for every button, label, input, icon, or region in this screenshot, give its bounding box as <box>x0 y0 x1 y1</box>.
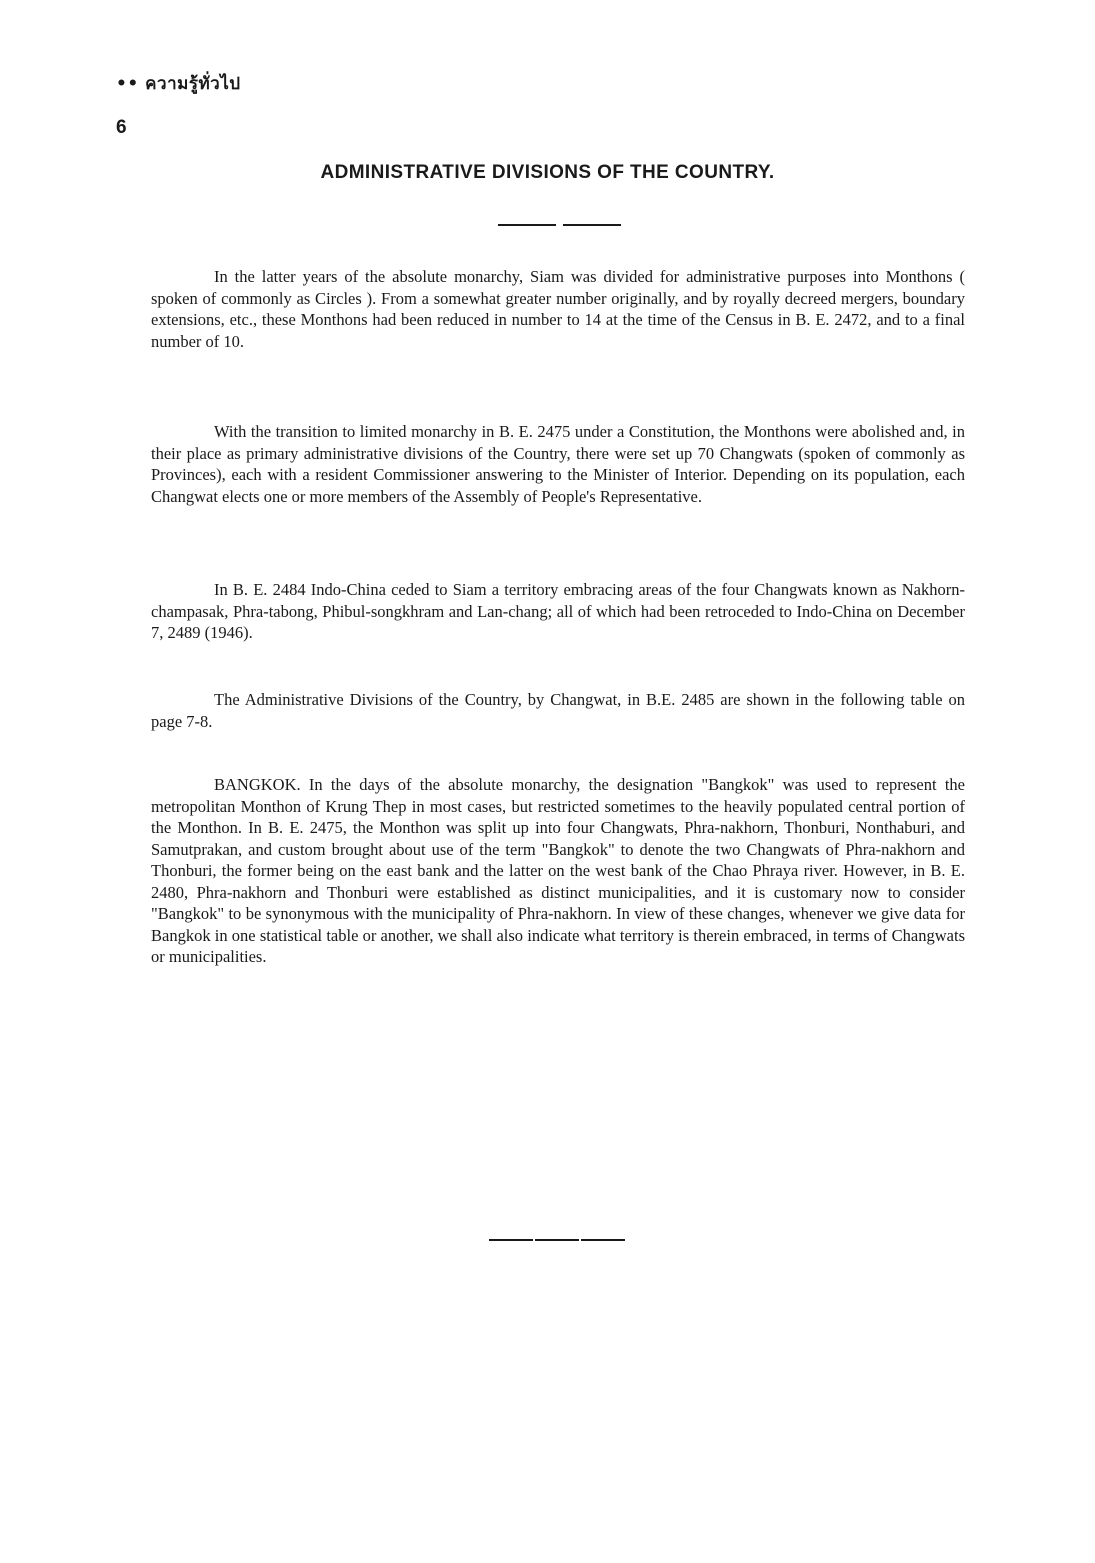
paragraph-bangkok: BANGKOK. In the days of the absolute monarchy, the designation "Bangkok" was used to represent the metropolitan Monthon of Krung Thep in most cases, but restricted sometimes to the heavily populated central portion of the Monthon. In B. E. 2475, the Monthon was split up into four Changwats, Phra-nakhorn, Thonburi, Nonthaburi, and Samutprakan, and custom brought about use of the term "Bangkok" to denote the two Changwats of Phra-nakhorn and Thonburi, the former being on the east bank and the latter on the west bank of the Chao Phraya river. However, in B. E. 2480, Phra-nakhorn and Thonburi were established as distinct municipalities, and it is customary now to consider "Bangkok" to be synonymous with the municipality of Phra-nakhorn. In view of these changes, whenever we give data for Bangkok in one statistical table or another, we shall also indicate what territory is therein embraced, in terms of Changwats or municipalities. <box>151 775 965 966</box>
paragraph-indochina: In B. E. 2484 Indo-China ceded to Siam a territory embracing areas of the four Changwats known as Nakhorn-champasak, Phra-tabong, Phibul-songkhram and Lan-chang; all of which had been retroceded to Indo-China on December 7, 2489 (1946). <box>151 580 965 642</box>
title-divider-left <box>498 224 556 226</box>
end-divider-3 <box>581 1239 625 1241</box>
paragraph-changwats: With the transition to limited monarchy in B. E. 2475 under a Constitution, the Monthons were abolished and, in their place as primary administrative divisions of the Country, there were set up 70 Changwats (spoken of commonly as Provinces), each with a resident Commissioner answering to the Minister of Interior. Depending on its population, each Changwat elects one or more members of the Assembly of People's Representative. <box>151 422 965 506</box>
paragraph-table-reference: The Administrative Divisions of the Country, by Changwat, in B.E. 2485 are shown in the following table on page 7-8. <box>151 690 965 731</box>
page-title: ADMINISTRATIVE DIVISIONS OF THE COUNTRY. <box>320 162 775 183</box>
end-divider-1 <box>489 1239 533 1241</box>
page-number: 6 <box>116 117 127 138</box>
end-divider-2 <box>535 1239 579 1241</box>
section-header: •• ความรู้ทั่วไป <box>116 74 241 94</box>
title-divider-right <box>563 224 621 226</box>
paragraph-monthons: In the latter years of the absolute monarchy, Siam was divided for administrative purposes into Monthons ( spoken of commonly as Circles ). From a somewhat greater number originally, and by royally decreed mergers, boundary extensions, etc., these Monthons had been reduced in number to 14 at the time of the Census in B. E. 2472, and to a final number of 10. <box>151 267 965 351</box>
